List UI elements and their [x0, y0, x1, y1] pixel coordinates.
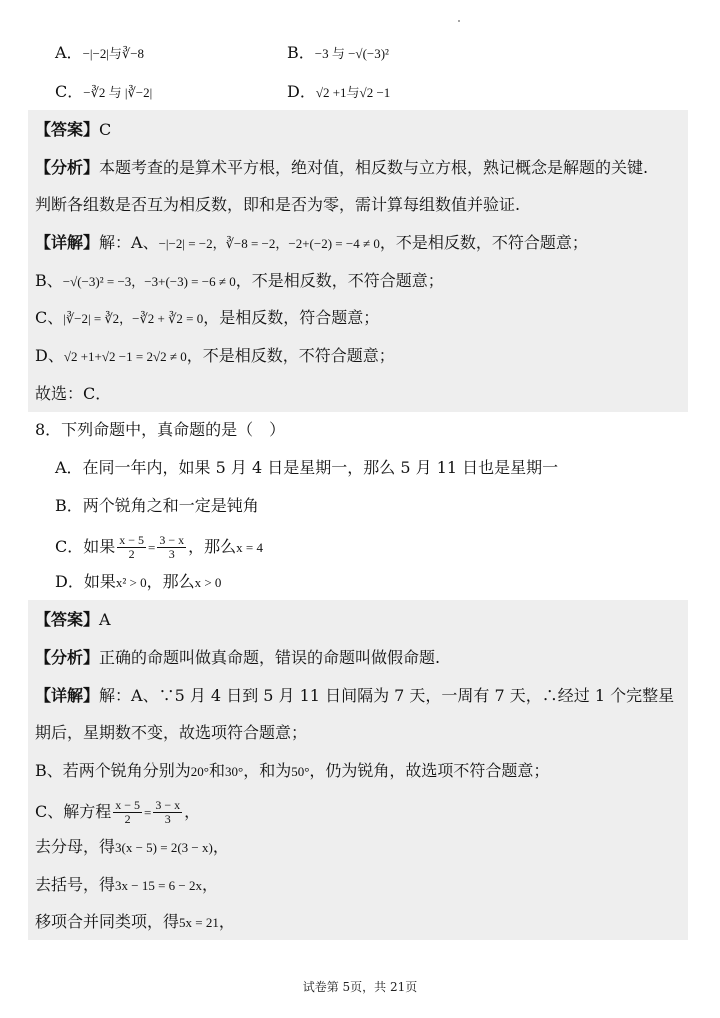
- fraction: [157, 534, 186, 561]
- step-text: 去分母，得: [35, 837, 116, 856]
- q8-step-3: [35, 912, 235, 933]
- fraction-numerator: 3 − x: [155, 798, 181, 812]
- option-math: −3 与 −√(−3)²: [314, 46, 389, 61]
- question-stem: 8．下列命题中，真命题的是（ ）: [35, 420, 286, 439]
- detail-text: ，: [184, 802, 201, 821]
- fraction-numerator: 3 − x: [159, 533, 185, 547]
- step-text: ，: [212, 837, 229, 856]
- option-math: −∛2 与 |∛−2|: [83, 85, 153, 100]
- detail-text: ，仍为锐角，故选项不符合题意；: [309, 761, 550, 780]
- q8-answer: [35, 610, 111, 630]
- detail-math: −|−2| = −2，∛−8 = −2，−2+(−2) = −4 ≠ 0: [158, 236, 380, 251]
- fraction-denominator: 3: [168, 547, 175, 561]
- answer-tag: 【答案】: [35, 120, 100, 139]
- q8-detail-c: [35, 799, 200, 826]
- analysis-tag: 【分析】: [35, 648, 100, 667]
- detail-text: ，和为: [243, 761, 292, 780]
- detail-prefix: D、: [35, 346, 64, 365]
- option-text: A．在同一年内，如果 5 月 4 日是星期一，那么 5 月 11 日也是星期一: [55, 458, 559, 477]
- option-math: x > 0: [194, 575, 222, 590]
- detail-text: ，不是相反数，不符合题意；: [379, 233, 588, 252]
- option-text: ，那么: [188, 537, 237, 556]
- fraction: [113, 799, 142, 826]
- q8-option-d: [55, 572, 221, 593]
- option-label: B．: [287, 43, 315, 62]
- q8-option-a: [55, 458, 558, 478]
- analysis-text: 判断各组数是否互为相反数，即和是否为零，需计算每组数值并验证.: [35, 195, 521, 214]
- detail-tag: 【详解】: [35, 233, 100, 252]
- q8-option-c: [55, 534, 263, 561]
- option-text: D．如果: [55, 572, 116, 591]
- q7-detail-d: [35, 346, 395, 367]
- detail-text: C、解方程: [35, 802, 112, 821]
- detail-text: ，不是相反数，不符合题意；: [186, 346, 395, 365]
- detail-prefix: C、: [35, 308, 64, 327]
- fraction: [117, 534, 146, 561]
- detail-prefix: 解：A、: [99, 233, 159, 252]
- q7-option-b: [287, 43, 389, 64]
- q7-analysis-2: [35, 195, 520, 215]
- detail-math: |∛−2| = ∛2，−∛2 + ∛2 = 0: [63, 311, 204, 326]
- detail-text: ，是相反数，符合题意；: [203, 308, 380, 327]
- answer-value: C: [99, 120, 112, 139]
- fraction-denominator: 2: [124, 812, 131, 826]
- detail-math: −√(−3)² = −3，−3+(−3) = −6 ≠ 0: [62, 274, 236, 289]
- answer-tag: 【答案】: [35, 610, 100, 629]
- detail-math: 20°: [190, 764, 209, 779]
- fraction-numerator: x − 5: [115, 798, 141, 812]
- step-text: 移项合并同类项，得: [35, 912, 180, 931]
- q7-conclusion: [35, 384, 111, 404]
- detail-text: 和: [208, 761, 225, 780]
- equals-sign: =: [148, 540, 156, 555]
- detail-math: 50°: [291, 764, 310, 779]
- option-label: D．: [287, 82, 316, 101]
- q7-answer: [35, 120, 111, 140]
- q8-detail-b: [35, 761, 549, 782]
- q8-detail-a-1: [35, 686, 674, 706]
- option-text: ，那么: [146, 572, 195, 591]
- option-text: C．如果: [55, 537, 116, 556]
- q8-step-1: [35, 837, 229, 858]
- q7-analysis-1: [35, 158, 648, 178]
- page-footer: 试卷第 5页，共 21页: [302, 980, 418, 994]
- analysis-text: 正确的命题叫做真命题，错误的命题叫做假命题.: [99, 648, 441, 667]
- q7-option-d: [287, 82, 390, 103]
- q7-detail-b: [35, 271, 444, 292]
- q8-stem: [35, 420, 285, 440]
- fraction-denominator: 2: [128, 547, 135, 561]
- detail-math: 30°: [224, 764, 244, 779]
- option-label: C．: [55, 82, 84, 101]
- q7-detail-a: [35, 233, 588, 254]
- detail-text: 解：A、∵5 月 4 日到 5 月 11 日间隔为 7 天，一周有 7 天，∴经过 1 个完整星: [99, 686, 675, 705]
- q8-analysis: [35, 648, 440, 668]
- step-text: ，: [218, 912, 235, 931]
- q7-detail-c: [35, 308, 379, 329]
- option-label: A．: [55, 43, 83, 62]
- option-math: √2 +1与√2 −1: [315, 85, 391, 100]
- detail-prefix: B、: [35, 271, 63, 290]
- conclusion-text: 故选：C．: [35, 384, 112, 403]
- step-math: 3(x − 5) = 2(3 − x): [115, 840, 213, 855]
- step-math: 5x = 21: [179, 915, 219, 930]
- scan-dot: [458, 20, 460, 22]
- analysis-tag: 【分析】: [35, 158, 100, 177]
- detail-text: B、若两个锐角分别为: [35, 761, 191, 780]
- step-text: ，: [202, 875, 219, 894]
- q7-option-c: [55, 82, 152, 103]
- answer-value: A: [99, 610, 111, 629]
- analysis-text: 本题考查的是算术平方根，绝对值，相反数与立方根，熟记概念是解题的关键.: [99, 158, 649, 177]
- fraction-numerator: x − 5: [119, 533, 145, 547]
- q7-option-a: [55, 43, 144, 64]
- step-math: 3x − 15 = 6 − 2x: [115, 878, 203, 893]
- detail-tag: 【详解】: [35, 686, 100, 705]
- q8-step-2: [35, 875, 218, 896]
- detail-text: 期后，星期数不变，故选项符合题意；: [35, 723, 308, 742]
- option-math: x² > 0: [115, 575, 147, 590]
- equals-sign: =: [144, 805, 152, 820]
- q8-option-b: [55, 496, 259, 516]
- detail-text: ，不是相反数，不符合题意；: [235, 271, 444, 290]
- detail-math: √2 +1+√2 −1 = 2√2 ≠ 0: [63, 349, 187, 364]
- step-text: 去括号，得: [35, 875, 116, 894]
- q8-detail-a-2: [35, 723, 307, 743]
- option-math: x = 4: [236, 540, 264, 555]
- option-text: B．两个锐角之和一定是钝角: [55, 496, 259, 515]
- option-math: −|−2|与∛−8: [82, 46, 145, 61]
- fraction: [153, 799, 182, 826]
- fraction-denominator: 3: [164, 812, 171, 826]
